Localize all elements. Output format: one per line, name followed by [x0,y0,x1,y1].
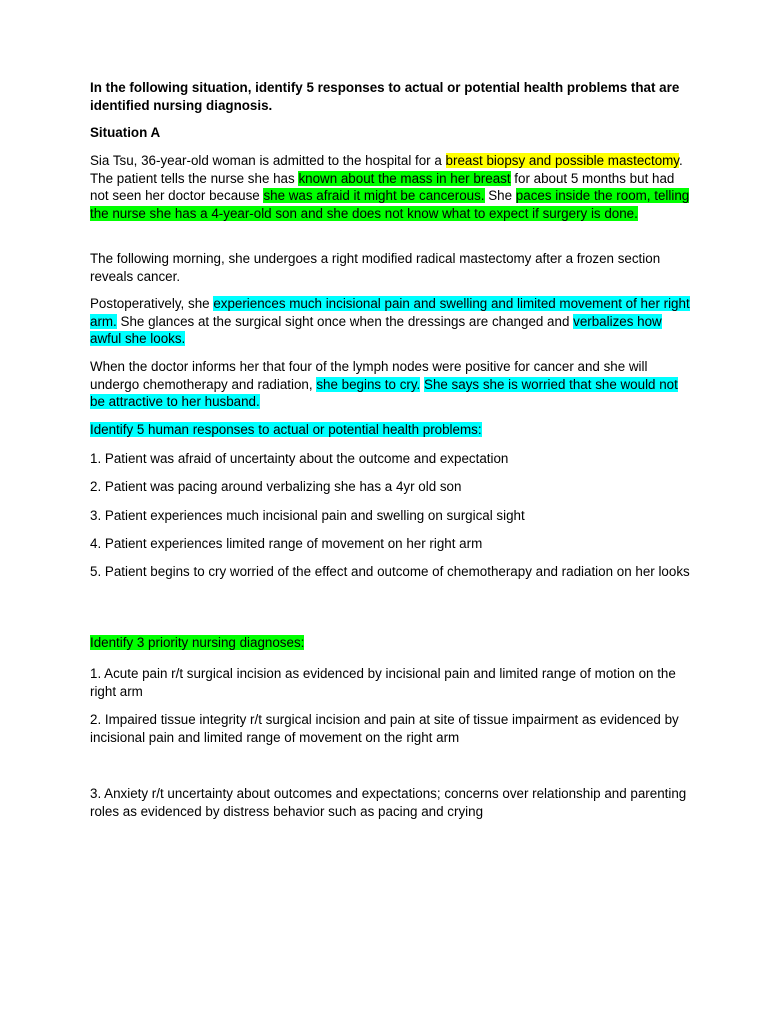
response-item: 4. Patient experiences limited range of movement on her right arm [90,536,483,551]
situation-paragraph-3 [90,295,690,348]
highlighted-text: experiences much incisional pain and swelling and limited movement of her right arm. [90,296,690,329]
highlighted-text: verbalizes how awful she looks. [90,313,662,346]
highlighted-text: she was afraid it might be cancerous. [263,188,485,203]
highlighted-text: breast biopsy and possible mastectomy [445,153,679,168]
text-run: She glances at the surgical sight once when the dressings are changed and [116,313,574,329]
response-item: 1. Patient was afraid of uncertainty about the outcome and expectation [90,451,509,466]
diagnoses-heading [90,634,690,652]
diagnosis-item: 3. Anxiety r/t uncertainty about outcomes and expectations; concerns over relationship and parenting roles as evidenced by distress behavior such as pacing and crying [90,786,687,819]
highlighted-text: She says she is worried that she would not be attractive to her husband. [90,376,678,409]
situation-title: Situation A [90,125,161,140]
response-item: 3. Patient experiences much incisional pain and swelling on surgical sight [90,508,525,523]
text-run: Sia Tsu, 36-year-old woman is admitted to the hospital for a [90,153,446,168]
highlighted-text: known about the mass in her breast [298,170,511,186]
highlighted-text: paces inside the room, telling the nurse she has a 4-year-old son and she does not know what to expect if surgery is done. [90,188,690,221]
diagnosis-item: 1. Acute pain r/t surgical incision as evidenced by incisional pain and limited range of motion on the right arm [90,666,676,699]
responses-heading-text: Identify 5 human responses to actual or potential health problems: [90,422,482,437]
highlighted-text: she begins to cry. [316,376,421,392]
text-run: . The patient tells the nurse she has [90,153,683,186]
instructions: In the following situation, identify 5 responses to actual or potential health problems that are identified nursing diagnosis. [90,80,680,113]
text-run: The following morning, she undergoes a right modified radical mastectomy after a frozen section reveals cancer. [90,251,661,284]
text-run: When the doctor informs her that four of the lymph nodes were positive for cancer and she will undergo chemotherapy and radiation, [90,359,648,392]
situation-paragraph-1 [90,152,690,222]
diagnosis-item: 2. Impaired tissue integrity r/t surgical incision and pain at site of tissue impairment as evidenced by incisional pain and limited range of movement on the right arm [90,712,679,745]
diagnoses-heading-text: Identify 3 priority nursing diagnoses: [90,635,305,650]
text-run: for about 5 months but had not seen her doctor because [90,170,675,203]
situation-paragraph-4 [90,358,690,411]
text-run: Postoperatively, she [90,296,214,311]
text-run: She [484,188,516,203]
response-item: 5. Patient begins to cry worried of the effect and outcome of chemotherapy and radiation on her looks [90,564,690,579]
response-item: 2. Patient was pacing around verbalizing she has a 4yr old son [90,479,462,494]
situation-paragraph-2 [90,250,690,285]
responses-heading [90,421,690,439]
